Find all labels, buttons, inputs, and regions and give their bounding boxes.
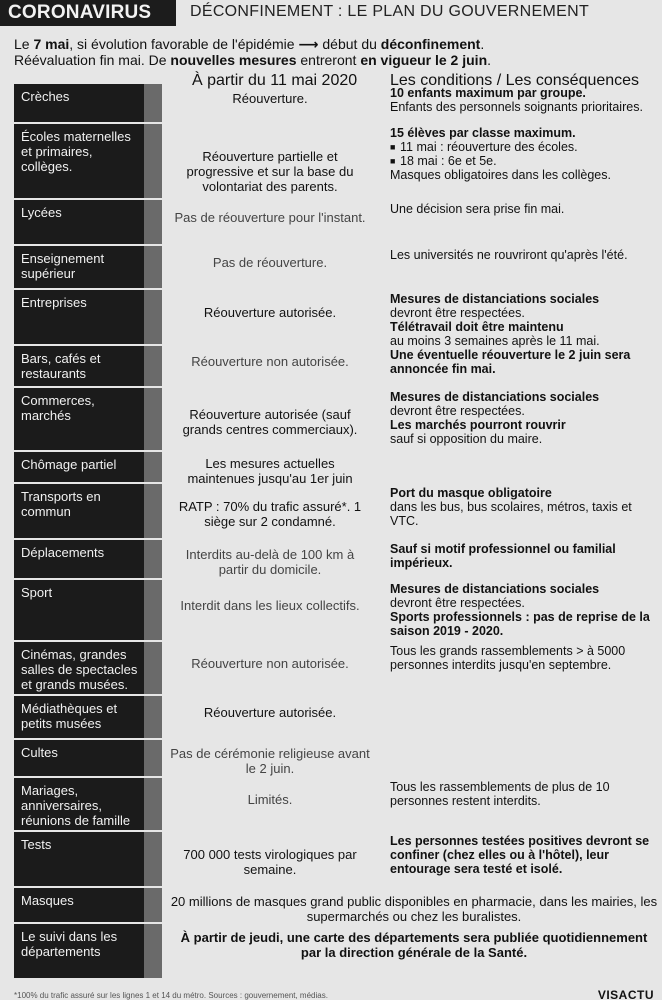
condition-line: Les marchés pourront rouvrir	[390, 418, 566, 432]
row-label: Enseignement supérieur	[14, 246, 144, 290]
row-label-edge	[144, 540, 162, 580]
table-row	[0, 246, 662, 290]
row-label-edge	[144, 484, 162, 540]
table-row	[0, 484, 662, 540]
condition-line: ■ 18 mai : 6e et 5e.	[390, 154, 497, 168]
condition-line: 10 enfants maximum par groupe.	[390, 86, 586, 100]
condition-line: ■ 11 mai : réouverture des écoles.	[390, 140, 578, 154]
row-label: Entreprises	[14, 290, 144, 346]
condition-line: sauf si opposition du maire.	[390, 432, 543, 446]
brand-logo: VISACTU	[597, 988, 654, 1000]
row-conditions	[390, 292, 658, 348]
row-conditions	[390, 834, 658, 876]
row-status: Réouverture non autorisée.	[191, 656, 349, 671]
row-conditions	[390, 202, 658, 216]
footnote: *100% du trafic assuré sur les lignes 1 et 14 du métro. Sources : gouvernement, médias.	[14, 991, 328, 1000]
condition-line: 15 élèves par classe maximum.	[390, 126, 576, 140]
row-conditions	[390, 86, 658, 114]
condition-line: Mesures de distanciations sociales	[390, 292, 600, 306]
table-row	[0, 452, 662, 484]
row-label: Cultes	[14, 740, 144, 778]
condition-line: dans les bus, bus scolaires, métros, taxis et VTC.	[390, 500, 632, 528]
row-label: Chômage partiel	[14, 452, 144, 484]
row-status: Pas de réouverture pour l'instant.	[174, 210, 366, 225]
row-status: Interdits au-delà de 100 km à partir du domicile.	[185, 547, 355, 577]
condition-line: au moins 3 semaines après le 11 mai.	[390, 334, 600, 348]
row-label: Écoles maternelles et primaires, collèges.	[14, 124, 144, 200]
condition-line: Tous les grands rassemblements > à 5000 personnes interdits jusqu'en septembre.	[390, 644, 626, 672]
row-status: Pas de cérémonie religieuse avant le 2 juin.	[170, 746, 370, 776]
table-row	[0, 580, 662, 642]
condition-line: devront être respectées.	[390, 404, 525, 418]
table-row	[0, 290, 662, 346]
column-header-date: À partir du 11 mai 2020	[192, 72, 358, 89]
condition-line: Sports professionnels : pas de reprise de la saison 2019 - 2020.	[390, 610, 650, 638]
row-conditions	[390, 348, 658, 376]
table-row	[0, 346, 662, 388]
table-row	[0, 924, 662, 980]
row-label-edge	[144, 696, 162, 740]
row-status: Interdit dans les lieux collectifs.	[180, 598, 360, 613]
condition-line: Port du masque obligatoire	[390, 486, 552, 500]
table-row	[0, 200, 662, 246]
condition-line: Sauf si motif professionnel ou familial impérieux.	[390, 542, 616, 570]
row-label: Tests	[14, 832, 144, 888]
row-label-edge	[144, 200, 162, 246]
row-label-edge	[144, 740, 162, 778]
row-label: Commerces, marchés	[14, 388, 144, 452]
condition-line: devront être respectées.	[390, 596, 525, 610]
row-conditions	[390, 248, 658, 262]
row-status: Réouverture partielle et progressive et sur la base du volontariat des parents.	[186, 149, 354, 194]
row-label-edge	[144, 246, 162, 290]
condition-line: Masques obligatoires dans les collèges.	[390, 168, 611, 182]
row-status: Réouverture autorisée.	[203, 705, 337, 720]
arrow-right-icon: ⟶	[298, 36, 319, 52]
row-conditions	[390, 780, 658, 808]
row-label: Déplacements	[14, 540, 144, 580]
table-row	[0, 642, 662, 696]
table-row	[0, 696, 662, 740]
row-status: Réouverture non autorisée.	[191, 354, 349, 369]
row-label-edge	[144, 778, 162, 832]
row-conditions	[390, 644, 658, 672]
row-label: Sport	[14, 580, 144, 642]
row-status: Les mesures actuelles maintenues jusqu'au 1er juin	[187, 456, 353, 486]
table-row	[0, 740, 662, 778]
table-row	[0, 540, 662, 580]
row-conditions	[390, 542, 658, 570]
column-header-conditions: Les conditions / Les conséquences	[390, 72, 640, 89]
condition-line: Tous les rassemblements de plus de 10 personnes restent interdits.	[390, 780, 610, 808]
row-label-edge	[144, 84, 162, 124]
condition-line: Une éventuelle réouverture le 2 juin sera annoncée fin mai.	[390, 348, 631, 376]
condition-line: Mesures de distanciations sociales	[390, 582, 600, 596]
row-status: Réouverture autorisée (sauf grands centres commerciaux).	[182, 407, 358, 437]
condition-line: Une décision sera prise fin mai.	[390, 202, 565, 216]
table-row	[0, 888, 662, 924]
row-label-edge	[144, 642, 162, 696]
row-label-edge	[144, 580, 162, 642]
condition-line: Télétravail doit être maintenu	[390, 320, 564, 334]
row-label: Transports en commun	[14, 484, 144, 540]
row-label: Masques	[14, 888, 144, 924]
table-row	[0, 778, 662, 832]
condition-line: Les universités ne rouvriront qu'après l'été.	[390, 248, 628, 262]
row-label-edge	[144, 924, 162, 980]
table-row	[0, 388, 662, 452]
header	[0, 0, 662, 30]
row-label: Cinémas, grandes salles de spectacles et grands musées.	[14, 642, 144, 696]
condition-line: Enfants des personnels soignants prioritaires.	[390, 100, 643, 114]
row-label-edge	[144, 124, 162, 200]
row-label: Médiathèques et petits musées	[14, 696, 144, 740]
row-full-text: 20 millions de masques grand public disponibles en pharmacie, dans les mairies, les supermarchés ou chez les buralistes.	[170, 894, 658, 924]
row-status: Pas de réouverture.	[212, 255, 328, 270]
row-status: 700 000 tests virologiques par semaine.	[183, 847, 357, 877]
row-status: Réouverture.	[232, 91, 308, 106]
condition-line: Les personnes testées positives devront se confiner (chez elles ou à l'hôtel), leur entourage sera testé et isolé.	[390, 834, 650, 876]
row-label-edge	[144, 346, 162, 388]
row-label: Le suivi dans les départements	[14, 924, 144, 980]
row-label: Mariages, anniversaires, réunions de famille	[14, 778, 144, 832]
row-status: Limités.	[247, 792, 293, 807]
bullet-square-icon: ■	[390, 142, 396, 152]
table-row	[0, 832, 662, 888]
table-row	[0, 84, 662, 124]
row-label-edge	[144, 832, 162, 888]
table-row	[0, 124, 662, 200]
row-label-edge	[144, 388, 162, 452]
row-conditions	[390, 126, 658, 182]
row-label: Lycées	[14, 200, 144, 246]
intro-text: Le 7 mai, si évolution favorable de l'épidémie ⟶ début du déconfinement. Réévaluation fin mai. De nouvelles mesures entreront en vigueur le 2 juin.	[14, 36, 492, 68]
row-conditions	[390, 390, 658, 446]
row-status: RATP : 70% du trafic assuré*. 1 siège sur 2 condamné.	[178, 499, 362, 529]
row-label: Crèches	[14, 84, 144, 124]
row-status: Réouverture autorisée.	[203, 305, 337, 320]
row-conditions	[390, 582, 658, 638]
row-label-edge	[144, 452, 162, 484]
bullet-square-icon: ■	[390, 156, 396, 166]
row-label-edge	[144, 290, 162, 346]
condition-line: Mesures de distanciations sociales	[390, 390, 600, 404]
row-full-text: À partir de jeudi, une carte des départements sera publiée quotidiennement par la direction générale de la Santé.	[180, 930, 648, 960]
page-title: DÉCONFINEMENT : LE PLAN DU GOUVERNEMENT	[190, 3, 590, 20]
row-conditions	[390, 486, 658, 528]
category-tag: CORONAVIRUS	[0, 0, 176, 26]
row-label-edge	[144, 888, 162, 924]
condition-line: devront être respectées.	[390, 306, 525, 320]
row-label: Bars, cafés et restaurants	[14, 346, 144, 388]
